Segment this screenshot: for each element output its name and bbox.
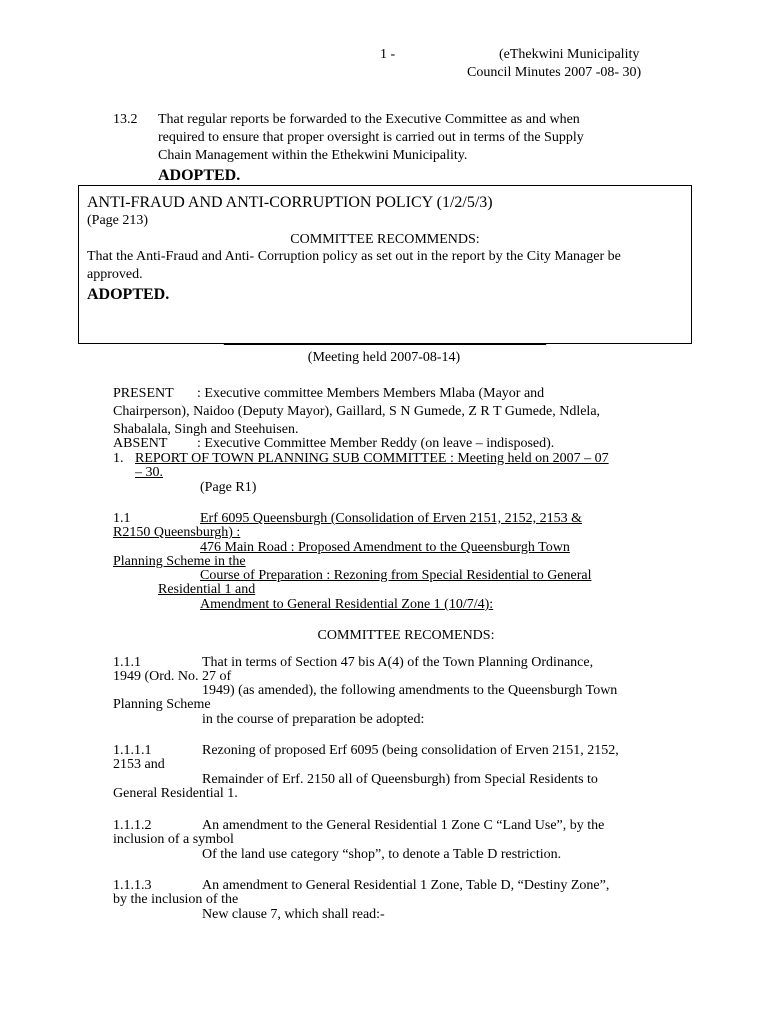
item-1-1-1-3-line: New clause 7, which shall read:- — [202, 907, 385, 922]
item-1-1-line: Erf 6095 Queensburgh (Consolidation of Erven 2151, 2152, 2153 & — [200, 511, 582, 526]
item-1-1-1-2-line: inclusion of a symbol — [113, 832, 234, 847]
item-1-1-1-3-line: An amendment to General Residential 1 Zone, Table D, “Destiny Zone”, — [202, 878, 610, 893]
page-number: 1 - — [380, 47, 396, 62]
item-1-title: – 30. — [135, 465, 163, 480]
item-13-2-line: required to ensure that proper oversight is carried out in terms of the Supply — [158, 130, 584, 145]
present-line: Shabalala, Singh and Steehuisen. — [113, 422, 299, 437]
present-label: PRESENT — [113, 386, 174, 401]
item-1-1-1-2-line: An amendment to the General Residential 1 Zone C “Land Use”, by the — [202, 818, 605, 833]
policy-box — [78, 185, 692, 344]
item-13-2-line: That regular reports be forwarded to the Executive Committee as and when — [158, 112, 580, 127]
item-1-1-1-line: That in terms of Section 47 bis A(4) of the Town Planning Ordinance, — [202, 655, 594, 670]
absent-label: ABSENT — [113, 436, 168, 451]
item-1-number: 1. — [113, 451, 124, 466]
policy-text-line: approved. — [87, 267, 143, 282]
absent-text: : Executive Committee Member Reddy (on leave – indisposed). — [197, 436, 555, 451]
item-1-page-ref: (Page R1) — [200, 480, 257, 495]
item-1-1-line: Amendment to General Residential Zone 1 (10/7/4): — [200, 597, 494, 612]
item-1-1-line: Planning Scheme in the — [113, 554, 246, 569]
item-13-2-status: ADOPTED. — [158, 167, 241, 184]
policy-title: ANTI-FRAUD AND ANTI-CORRUPTION POLICY (1/2/5/3) — [87, 194, 493, 211]
item-1-1-1-1-line: Remainder of Erf. 2150 all of Queensburgh) from Special Residents to — [202, 772, 598, 787]
present-line: : Executive committee Members Members Mlaba (Mayor and — [197, 386, 545, 401]
item-1-1-1-3-number: 1.1.1.3 — [113, 878, 152, 893]
report-meeting: (Meeting held 2007-08-14) — [307, 350, 461, 365]
item-1-1-line: 476 Main Road : Proposed Amendment to the Queensburgh Town — [200, 540, 570, 555]
policy-status: ADOPTED. — [87, 286, 170, 303]
present-line: Chairperson), Naidoo (Deputy Mayor), Gaillard, S N Gumede, Z R T Gumede, Ndlela, — [113, 404, 601, 419]
item-1-1-1-3-line: by the inclusion of the — [113, 892, 239, 907]
item-1-1-1-2-number: 1.1.1.2 — [113, 818, 152, 833]
item-13-2-line: Chain Management within the Ethekwini Municipality. — [158, 148, 468, 163]
policy-page-ref: (Page 213) — [87, 213, 149, 228]
item-1-1-1-number: 1.1.1 — [113, 655, 141, 670]
item-1-1-1-1-number: 1.1.1.1 — [113, 743, 152, 758]
item-1-1-1-1-line: 2153 and — [113, 757, 165, 772]
policy-recommends: COMMITTEE RECOMMENDS: — [290, 232, 480, 247]
item-1-1-1-1-line: General Residential 1. — [113, 786, 238, 801]
item-1-1-1-1-line: Rezoning of proposed Erf 6095 (being consolidation of Erven 2151, 2152, — [202, 743, 619, 758]
item-1-1-line: Course of Preparation : Rezoning from Special Residential to General — [200, 568, 592, 583]
item-1-1-1-2-line: Of the land use category “shop”, to denote a Table D restriction. — [202, 847, 562, 862]
committee-recomends: COMMITTEE RECOMENDS: — [317, 628, 495, 643]
item-1-1-1-line: 1949 (Ord. No. 27 of — [113, 669, 232, 684]
item-1-1-1-line: in the course of preparation be adopted: — [202, 712, 425, 727]
item-1-title: REPORT OF TOWN PLANNING SUB COMMITTEE : Meeting held on 2007 – 07 — [135, 451, 609, 466]
item-13-2-number: 13.2 — [113, 112, 138, 127]
policy-text-line: That the Anti-Fraud and Anti- Corruption policy as set out in the report by the City Manager be — [87, 249, 621, 264]
item-1-1-number: 1.1 — [113, 511, 131, 526]
item-1-1-1-line: 1949) (as amended), the following amendments to the Queensburgh Town — [202, 683, 618, 698]
item-1-1-line: R2150 Queensburgh) : — [113, 525, 241, 540]
header-org: (eThekwini Municipality — [499, 47, 640, 62]
item-1-1-line: Residential 1 and — [158, 582, 256, 597]
item-1-1-1-line: Planning Scheme — [113, 697, 211, 712]
header-minutes: Council Minutes 2007 -08- 30) — [467, 65, 642, 80]
